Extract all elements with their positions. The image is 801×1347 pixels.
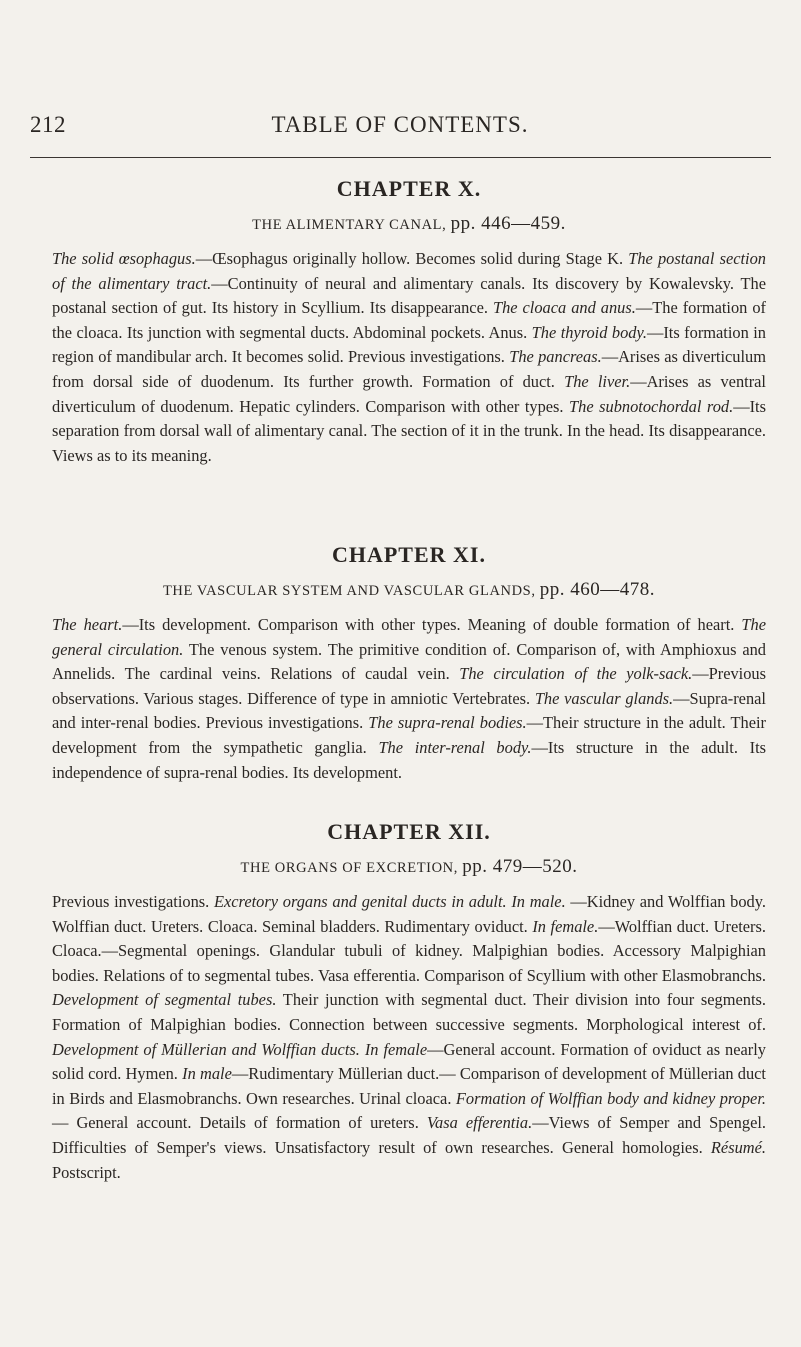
section-text: —Arises as ventral diverticulum of duodenum. Hepatic cylinders. Comparison with other types. (52, 371, 766, 416)
chapter-summary (52, 890, 766, 1185)
section-text: — General account. Details of formation of ureters. (52, 1113, 427, 1133)
chapter-subject-text: THE ALIMENTARY CANAL, (252, 217, 447, 233)
section-heading: Formation of Wolffian body and kidney proper. (455, 1088, 766, 1108)
chapter-xii (52, 818, 766, 1185)
section-heading: The thyroid body. (531, 322, 647, 342)
section-heading: The vascular glands. (534, 688, 674, 708)
chapter-subject (52, 578, 766, 603)
chapter-subject (52, 855, 766, 880)
section-text: Postscript. (52, 1162, 121, 1182)
section-heading: The supra-renal bodies. (368, 713, 527, 733)
chapter-subject-text: THE ORGANS OF EXCRETION, (240, 860, 458, 876)
section-text: —Its formation in region of mandibular arch. It becomes solid. Previous investigations. (52, 322, 766, 367)
section-text: —Arises as diverticulum from dorsal side of duodenum. Its further growth. Formation of duct. (52, 347, 767, 391)
section-heading: The cloaca and anus. (492, 298, 636, 318)
chapter-subject-text: THE VASCULAR SYSTEM AND VASCULAR GLANDS, (162, 583, 536, 599)
section-heading: The postanal section of the alimentary tract. (52, 249, 766, 293)
section-heading: Excretory organs and genital ducts in adult. In male. (214, 892, 566, 911)
section-heading: The subnotochordal rod. (569, 396, 734, 416)
chapter-subject (52, 212, 766, 237)
section-heading: In male (182, 1064, 232, 1084)
section-text: —Its structure in the adult. Its independence of supra-renal bodies. Its development. (52, 737, 766, 782)
section-text: —General account. Formation of oviduct as nearly solid cord. Hymen. (52, 1039, 766, 1084)
section-text: —Views of Semper and Spengel. Difficulties of Semper's views. Unsatisfactory result of own researches. General homologies. (52, 1113, 766, 1157)
section-heading: Development of segmental tubes. (52, 990, 277, 1010)
section-heading: Development of Müllerian and Wolffian ducts. In female (52, 1039, 428, 1059)
chapter-x (52, 175, 766, 468)
section-text: —Wolffian duct. Ureters. Cloaca.—Segmental openings. Glandular tubuli of kidney. Malpighian bodies. Accessory Malpighian bodies. Relations of to segmental tubes. Vasa efferentia. Comparison of Scyllium with other Elasmobranchs. (52, 916, 766, 985)
chapter-page-range: pp. 479—520. (462, 856, 578, 877)
chapter-title: CHAPTER XII. (327, 819, 491, 844)
section-text: —Rudimentary Müllerian duct.— Comparison of development of Müllerian duct in Birds and Elasmobranchs. Own researches. Urinal cloaca. (52, 1064, 766, 1108)
section-heading: The pancreas. (509, 347, 602, 367)
section-text: —Their structure in the adult. Their development from the sympathetic ganglia. (52, 713, 766, 757)
header-rule (30, 157, 771, 158)
chapter-title: CHAPTER XI. (331, 542, 486, 567)
section-heading: The solid œsophagus. (52, 249, 196, 268)
section-text: —Continuity of neural and alimentary canals. Its discovery by Kowalevsky. The postanal section of gut. Its history in Scyllium. Its disappearance. (52, 273, 766, 318)
chapter-summary (52, 247, 766, 468)
section-heading: The heart. (52, 615, 123, 634)
section-text: The venous system. The primitive condition of. Comparison of, with Amphioxus and Annelids. The cardinal veins. Relations of caudal vein. (52, 639, 766, 684)
section-heading: Résumé. (710, 1137, 766, 1157)
section-text: —Its development. Comparison with other types. Meaning of double formation of heart. (122, 615, 742, 634)
section-text: —Kidney and Wolffian body. Wolffian duct. Ureters. Cloaca. Seminal bladders. Rudimentary oviduct. (52, 892, 766, 936)
section-heading: Vasa efferentia. (426, 1113, 533, 1133)
chapter-summary (52, 613, 766, 785)
running-head: TABLE OF CONTENTS. (271, 112, 529, 137)
section-heading: The inter-renal body. (378, 737, 532, 757)
section-text: —Its separation from dorsal wall of alimentary canal. The section of it in the trunk. In the head. Its disappearance. Views as to its meaning. (52, 396, 766, 465)
section-text: —Œsophagus originally hollow. Becomes solid during Stage K. (195, 249, 629, 268)
page-number: 212 (30, 112, 66, 137)
chapter-page-range: pp. 446—459. (450, 213, 566, 234)
section-text: —Supra-renal and inter-renal bodies. Previous investigations. (52, 688, 766, 733)
section-heading: In female. (532, 916, 599, 936)
chapter-title: CHAPTER X. (336, 176, 482, 201)
section-text: —The formation of the cloaca. Its junction with segmental ducts. Abdominal pockets. Anus. (52, 298, 767, 342)
section-heading: The liver. (564, 371, 631, 391)
page-header (30, 112, 770, 142)
chapter-page-range: pp. 460—478. (539, 579, 656, 600)
chapter-xi (52, 541, 766, 785)
section-heading: The circulation of the yolk-sack. (459, 664, 693, 684)
section-text: Previous investigations. (52, 892, 214, 911)
section-text: —Previous observations. Various stages. Difference of type in amniotic Vertebrates. (52, 664, 766, 708)
section-text: Their junction with segmental duct. Their division into four segments. Formation of Malpighian bodies. Connection between successive segments. Morphological interest of. (52, 990, 766, 1034)
section-heading: The general circulation. (52, 615, 766, 659)
